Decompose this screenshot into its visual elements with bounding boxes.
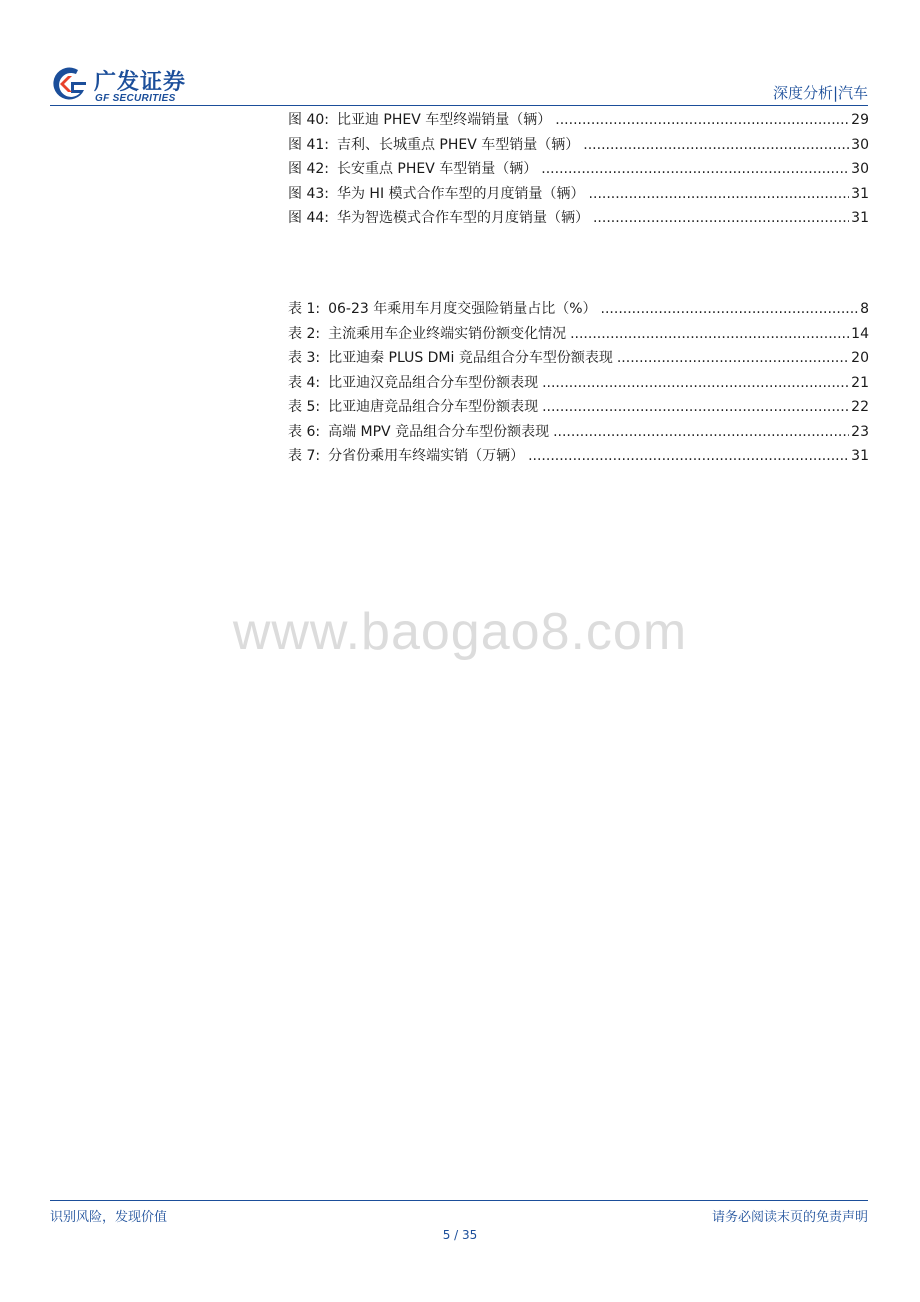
dot-leader (528, 444, 849, 469)
figure-entry-page: 31 (851, 185, 869, 202)
figure-entry-page: 30 (851, 136, 869, 153)
figure-entry[interactable] (288, 108, 869, 133)
figure-entry-title: 比亚迪 PHEV 车型终端销量（辆） (336, 112, 552, 128)
figure-entry[interactable] (288, 206, 869, 231)
gf-logo-icon (50, 64, 88, 104)
table-entry-page: 20 (851, 350, 869, 366)
table-entry-title: 主流乘用车企业终端实销份额变化情况 (328, 325, 567, 342)
dot-leader (583, 133, 849, 158)
table-entry-title: 分省份乘用车终端实销（万辆） (328, 448, 525, 464)
table-entry-page: 8 (860, 301, 869, 317)
table-entry-page: 22 (851, 399, 869, 415)
figure-entry-page: 31 (851, 210, 869, 226)
watermark: www.baogao8.com (232, 603, 688, 661)
figure-entry[interactable] (288, 182, 869, 207)
dot-leader (542, 395, 849, 420)
footer-divider (50, 1200, 868, 1201)
table-entry-label: 表 5: (288, 399, 321, 415)
figure-entry[interactable] (288, 133, 869, 158)
table-entry[interactable] (288, 322, 869, 347)
figure-entry-title: 长安重点 PHEV 车型销量（辆） (336, 161, 538, 177)
table-entry[interactable] (288, 346, 869, 371)
dot-leader (542, 371, 849, 396)
figure-entry-title: 吉利、长城重点 PHEV 车型销量（辆） (336, 136, 580, 153)
dot-leader (589, 182, 850, 207)
table-index-list (288, 297, 869, 469)
table-entry-label: 表 3: (288, 350, 321, 366)
table-entry-label: 表 1: (288, 301, 321, 317)
figure-index-list (288, 108, 869, 231)
table-entry[interactable] (288, 420, 869, 445)
table-entry-title: 比亚迪唐竞品组合分车型份额表现 (328, 399, 539, 415)
dot-leader (593, 206, 849, 231)
figure-entry-label: 图 43: (288, 185, 329, 202)
table-entry[interactable] (288, 444, 869, 469)
figure-entry[interactable] (288, 157, 869, 182)
figure-entry-label: 图 44: (288, 210, 329, 226)
table-entry-page: 31 (851, 448, 869, 464)
table-entry-page: 23 (851, 423, 869, 440)
table-entry-page: 14 (851, 325, 869, 342)
table-entry-title: 06-23 年乘用车月度交强险销量占比（%） (328, 301, 597, 317)
dot-leader (555, 108, 849, 133)
table-entry[interactable] (288, 297, 869, 322)
dot-leader (541, 157, 849, 182)
logo-english-name: GF SECURITIES (95, 93, 176, 104)
company-logo (50, 64, 200, 106)
figure-entry-page: 30 (851, 161, 869, 177)
table-entry-label: 表 6: (288, 423, 321, 440)
dot-leader (570, 322, 849, 347)
table-entry[interactable] (288, 395, 869, 420)
dot-leader (617, 346, 849, 371)
table-entry-title: 高端 MPV 竞品组合分车型份额表现 (328, 423, 550, 440)
table-entry-title: 比亚迪秦 PLUS DMi 竞品组合分车型份额表现 (328, 350, 613, 366)
footer-disclaimer-note: 请务必阅读末页的免责声明 (711, 1210, 868, 1225)
logo-chinese-name: 广发证券 (94, 70, 187, 95)
table-entry-title: 比亚迪汉竞品组合分车型份额表现 (328, 374, 539, 391)
figure-entry-title: 华为 HI 模式合作车型的月度销量（辆） (336, 185, 585, 202)
dot-leader (553, 420, 849, 445)
table-entry-label: 表 7: (288, 448, 321, 464)
table-entry[interactable] (288, 371, 869, 396)
header-divider (50, 105, 868, 106)
table-entry-label: 表 4: (288, 374, 321, 391)
report-section-title: 深度分析|汽车 (772, 84, 868, 102)
dot-leader (601, 297, 859, 322)
page-number: 5 / 35 (442, 1228, 478, 1242)
figure-entry-label: 图 40: (288, 112, 329, 128)
figure-entry-label: 图 42: (288, 161, 329, 177)
figure-entry-page: 29 (851, 112, 869, 128)
figure-entry-label: 图 41: (288, 136, 329, 153)
footer-slogan: 识别风险，发现价值 (50, 1210, 168, 1225)
table-entry-label: 表 2: (288, 325, 321, 342)
figure-entry-title: 华为智选模式合作车型的月度销量（辆） (336, 210, 589, 226)
table-entry-page: 21 (851, 374, 869, 391)
